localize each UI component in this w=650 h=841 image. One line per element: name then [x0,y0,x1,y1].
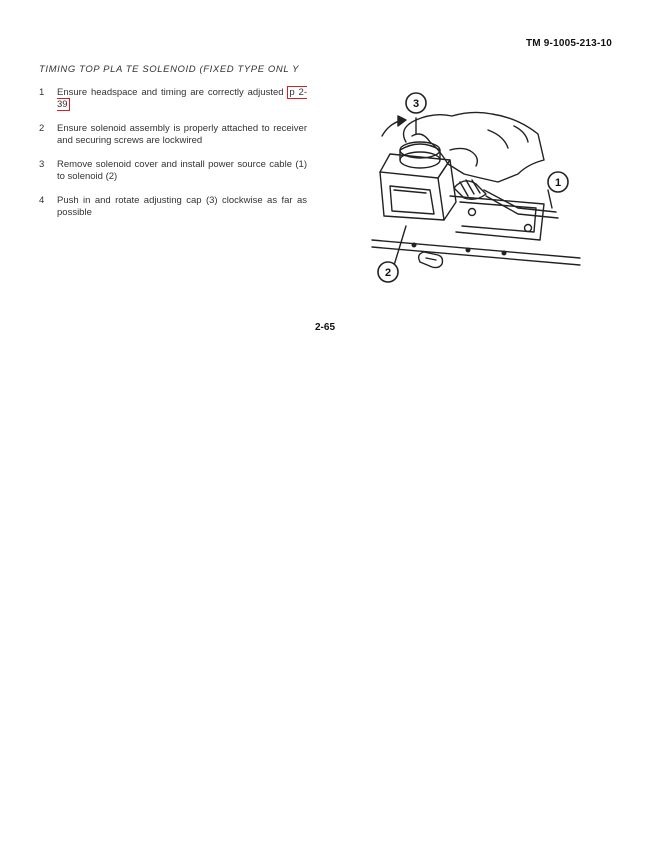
procedure-steps [39,87,307,231]
solenoid-illustration [368,90,583,290]
step-text: Remove solenoid cover and install power source cable (1) to solenoid (2) [57,159,307,182]
step-3 [39,159,307,182]
step-number: 3 [39,159,45,170]
callout-number: 3 [412,98,420,110]
callout-number: 1 [554,177,562,189]
solenoid-drawing [368,90,583,290]
step-text: Push in and rotate adjusting cap (3) clockwise as far as possible [57,195,307,218]
document-id: TM 9-1005-213-10 [525,38,612,49]
step-text-content: Ensure headspace and timing are correctly adjusted [57,87,284,98]
page-reference-link[interactable]: p 2-39 [57,87,308,110]
callout-number: 2 [384,267,392,279]
step-number: 1 [39,87,45,98]
step-4 [39,195,307,218]
step-2 [39,123,307,146]
page-number: 2-65 [314,322,335,333]
step-text: Ensure solenoid assembly is properly attached to receiver and securing screws are lockwired [57,123,307,146]
step-1 [39,87,307,110]
step-number: 2 [39,123,45,134]
step-text [57,87,307,110]
section-title: TIMING TOP PLA TE SOLENOID (FIXED TYPE ONL Y [39,64,300,75]
step-number: 4 [39,195,45,206]
